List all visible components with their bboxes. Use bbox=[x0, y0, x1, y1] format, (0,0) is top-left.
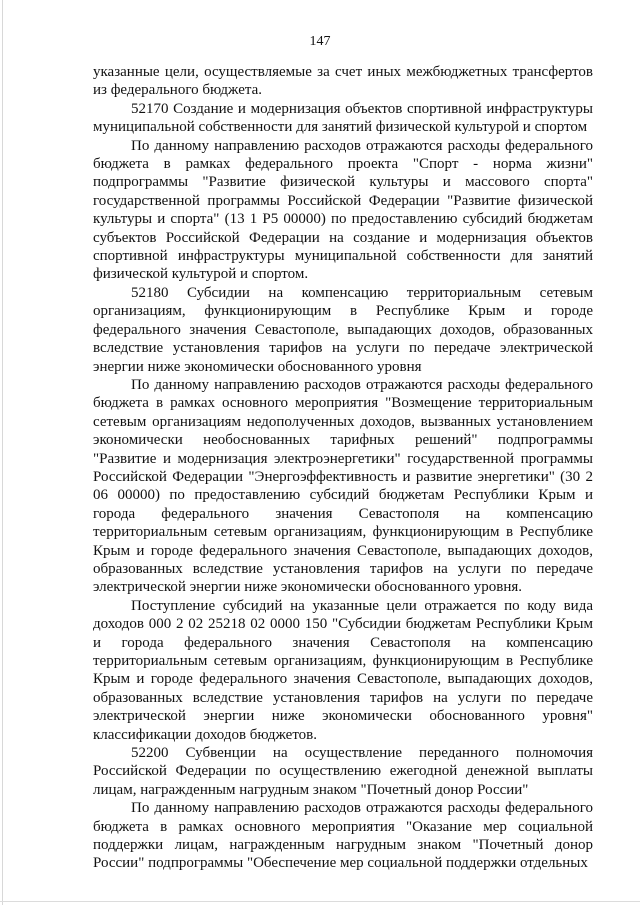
paragraph-continuation: указанные цели, осуществляемые за счет иных межбюджетных трансфертов из федерального бюджета. bbox=[93, 64, 593, 99]
heading-52180: 52180 Субсидии на компенсацию территориальным сетевым организациям, функционирующим в Республике Крым и городе федерального значения Севастополе, выпадающих доходов, образованных вследствие установления тарифов на услуги по передаче электрической энергии ниже экономически обоснованного уровня bbox=[93, 284, 593, 375]
page-number: 147 bbox=[309, 34, 331, 49]
heading-52200: 52200 Субвенции на осуществление переданного полномочия Российской Федерации по осуществлению ежегодной денежной выплаты лицам, награжденным нагрудным знаком "Почетный донор России" bbox=[93, 745, 593, 798]
scan-left-edge bbox=[2, 0, 3, 905]
paragraph-52200-description: По данному направлению расходов отражаются расходы федерального бюджета в рамках основного мероприятия "Оказание мер социальной поддержки лицам, награжденным нагрудным знаком "Почетный донор России" подпрограммы "Обеспечение мер социальной поддержки отдельных bbox=[93, 800, 593, 872]
paragraph-52180-description: По данному направлению расходов отражаются расходы федерального бюджета в рамках основного мероприятия "Возмещение территориальным сетевым организациям недополученных доходов, вызванных установлением экономически необоснованных тарифных решений" подпрограммы "Развитие и модернизация электроэнергетики" государственной программы Российской Федерации "Энергоэффективность и развитие энергетики" (30 2 06 00000) по предоставлению субсидий бюджетам Республики Крым и города федерального значения Севастополя на компенсацию территориальным сетевым организациям, функционирующим в Республике Крым и городе федерального значения Севастополе, выпадающих доходов, образованных вследствие установления тарифов на услуги по передаче электрической энергии ниже экономически обоснованного уровня. bbox=[93, 376, 593, 596]
heading-52170: 52170 Создание и модернизация объектов спортивной инфраструктуры муниципальной собственности для занятий физической культурой и спортом bbox=[93, 100, 593, 136]
paragraph-52180-revenue-code: Поступление субсидий на указанные цели отражается по коду вида доходов 000 2 02 25218 02 0000 150 "Субсидии бюджетам Республики Крым и города федерального значения Севастополя на компенсацию территориальным сетевым организациям, функционирующим в Республике Крым и городе федерального значения Севастополе, выпадающих доходов, образованных вследствие установления тарифов на услуги по передаче электрической энергии ниже экономически обоснованного уровня" классификации доходов бюджетов. bbox=[93, 597, 593, 743]
document-body bbox=[93, 63, 593, 873]
paragraph-52170-description: По данному направлению расходов отражаются расходы федерального бюджета в рамках федерального проекта "Спорт - норма жизни" подпрограммы "Развитие физической культуры и массового спорта" государственной программы Российской Федерации "Развитие физической культуры и спорта" (13 1 P5 00000) по предоставлению субсидий бюджетам субъектов Российской Федерации на создание и модернизация объектов спортивной инфраструктуры муниципальной собственности для занятий физической культурой и спортом. bbox=[93, 137, 593, 283]
scan-bottom-edge bbox=[0, 901, 640, 902]
